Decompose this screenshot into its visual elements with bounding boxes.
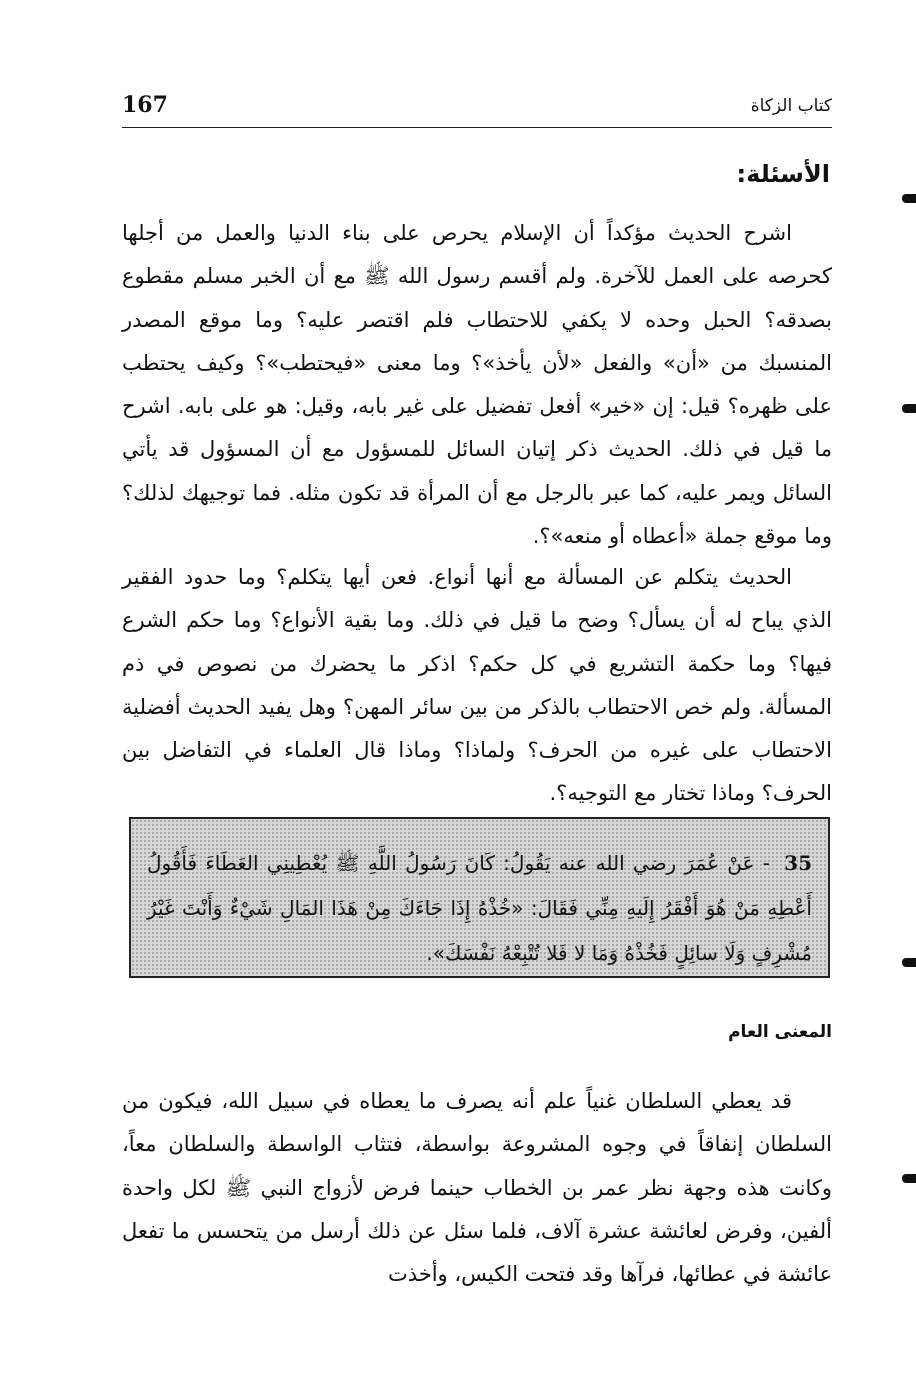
general-meaning-paragraph: قد يعطي السلطان غنياً علم أنه يصرف ما يعطاه في سبيل الله، فيكون من السلطان إنفاقاً في وجوه المشروعة بواسطة، فتثاب الواسطة والسلطان معاً، وكانت هذه وجهة نظر عمر بن الخطاب حينما فرض لأزواج النبي ﷺ لكل واحدة ألفين، وفرض لعائشة عشرة آلاف، فلما سئل عن ذلك أرسل من يتحسس ما تفعل عائشة في عطائها، فرآها وقد فتحت الكيس، وأخذت: [122, 1089, 832, 1287]
scan-edge-mark: [902, 404, 916, 413]
page-number: 167: [122, 92, 168, 118]
hadith-box: [129, 817, 830, 978]
scan-edge-mark: [902, 1174, 916, 1183]
questions-heading: الأسئلة:: [736, 160, 830, 188]
book-title: كتاب الزكاة: [750, 96, 832, 116]
hadith-number: 35: [784, 851, 813, 875]
scan-edge-mark: [902, 958, 916, 967]
questions-paragraph-1: اشرح الحديث مؤكداً أن الإسلام يحرص على بناء الدنيا والعمل من أجلها كحرصه على العمل للآخرة. ولم أقسم رسول الله ﷺ مع أن الخبر مسلم مقطوع بصدقه؟ الحبل وحده لا يكفي للاحتطاب فلم اقتصر عليه؟ وما موقع المصدر المنسبك من «أن» والفعل «لأن يأخذ»؟ وما معنى «فيحتطب»؟ وكيف يحتطب على ظهره؟ قيل: إن «خير» أفعل تفضيل على غير بابه، وقيل: هو على بابه. اشرح ما قيل في ذلك. الحديث ذكر إتيان السائل للمسؤول مع أن المسؤول قد يأتي السائل ويمر عليه، كما عبر بالرجل مع أن المرأة قد تكون مثله. فما توجيهك لذلك؟ وما موقع جملة «أعطاه أو منعه»؟.: [122, 221, 832, 549]
hadith-text: - عَنْ عُمَرَ رضي الله عنه يَقُولُ: كَانَ رَسُولُ اللَّهِ ﷺ يُعْطِينِي العَطَاءَ فَأَقُولُ أَعْطِهِ مَنْ هُوَ أَفْقَرُ إِلَيهِ مِنِّي فَقَالَ: «خُذْهُ إِذَا جَاءَكَ مِنْ هَذَا المَالِ شَيْءٌ وَأَنْتَ غَيْرُ مُشْرِفٍ وَلَا سائِلٍ فَخُذْهُ وَمَا لا فَلا تُتْبِعْهُ نَفْسَكَ».: [147, 851, 812, 965]
scan-edge-mark: [902, 194, 916, 203]
questions-paragraph-2: الحديث يتكلم عن المسألة مع أنها أنواع. فعن أيها يتكلم؟ وما حدود الفقير الذي يباح له أن يسأل؟ وضح ما قيل في ذلك. وما بقية الأنواع؟ وما حكم الشرع فيها؟ وما حكمة التشريع في كل حكم؟ اذكر ما يحضرك من نصوص في ذم المسألة. ولم خص الاحتطاب بالذكر من بين سائر المهن؟ وهل يفيد الحديث أفضلية الاحتطاب على غيره من الحرف؟ ولماذا؟ وماذا قال العلماء في التفاضل بين الحرف؟ وماذا تختار مع التوجيه؟.: [122, 565, 832, 806]
hadith-text-block: [147, 841, 812, 976]
general-meaning-heading: المعنى العام: [728, 1022, 832, 1042]
running-header: [122, 92, 832, 122]
header-rule: [122, 127, 832, 128]
